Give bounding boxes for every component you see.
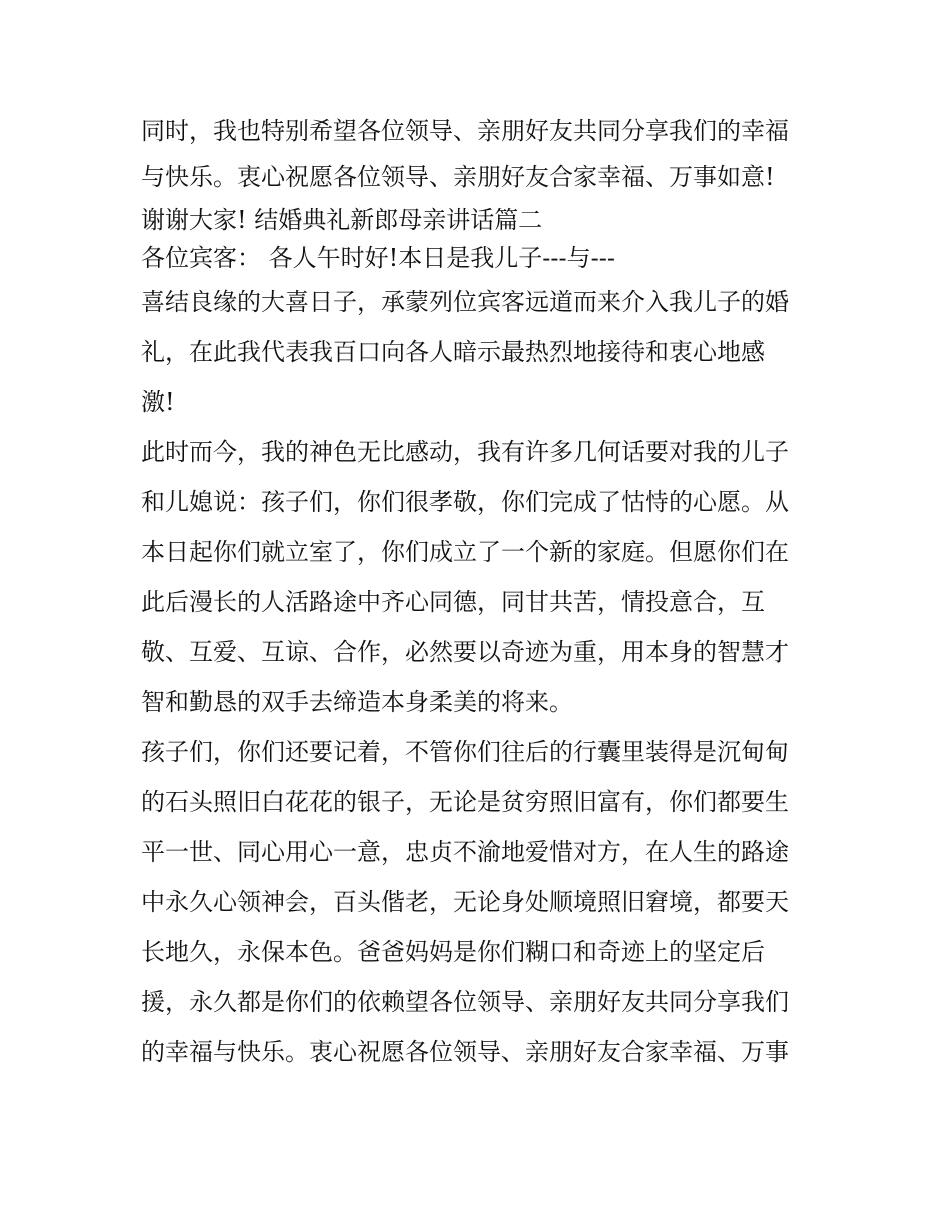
text-line: 的幸福与快乐。衷心祝愿各位领导、亲朋好友合家幸福、万事: [141, 1038, 789, 1066]
document-body: [141, 108, 821, 1077]
text-line: 孩子们，你们还要记着，不管你们往后的行囊里装得是沉甸甸: [141, 738, 789, 766]
text-line: 平一世、同心用心一意，忠贞不渝地爱惜对方，在人生的路途: [141, 838, 789, 866]
text-line: 长地久，永保本色。爸爸妈妈是你们糊口和奇迹上的坚定后: [141, 938, 765, 966]
text-line: 中永久心领神会，百头偕老，无论身处顺境照旧窘境，都要天: [141, 888, 789, 916]
text-line: 各位宾客： 各人午时好!本日是我儿子---与---: [141, 244, 615, 272]
text-line: 敬、互爱、互谅、合作，必然要以奇迹为重，用本身的智慧才: [141, 638, 789, 666]
text-line: 同时，我也特别希望各位领导、亲朋好友共同分享我们的幸福: [141, 117, 789, 145]
text-line: 谢谢大家! 结婚典礼新郎母亲讲话篇二: [141, 206, 543, 234]
text-line: 此时而今，我的神色无比感动，我有许多几何话要对我的儿子: [141, 438, 789, 466]
text-line: 礼，在此我代表我百口向各人暗示最热烈地接待和衷心地感: [141, 338, 765, 366]
text-line: 和儿媳说：孩子们，你们很孝敬，你们完成了怙恃的心愿。从: [141, 488, 789, 516]
text-line: 喜结良缘的大喜日子，承蒙列位宾客远道而来介入我儿子的婚: [141, 288, 789, 316]
text-line: 本日起你们就立室了，你们成立了一个新的家庭。但愿你们在: [141, 538, 789, 566]
text-line: 激!: [141, 388, 175, 416]
text-line: 的石头照旧白花花的银子，无论是贫穷照旧富有，你们都要生: [141, 788, 789, 816]
text-line: 智和勤恳的双手去缔造本身柔美的将来。: [141, 688, 573, 716]
text-line: 此后漫长的人活路途中齐心同德，同甘共苦，情投意合，互: [141, 588, 765, 616]
text-line: 援，永久都是你们的依赖望各位领导、亲朋好友共同分享我们: [141, 988, 789, 1016]
text-line: 与快乐。衷心祝愿各位领导、亲朋好友合家幸福、万事如意!: [141, 163, 775, 191]
